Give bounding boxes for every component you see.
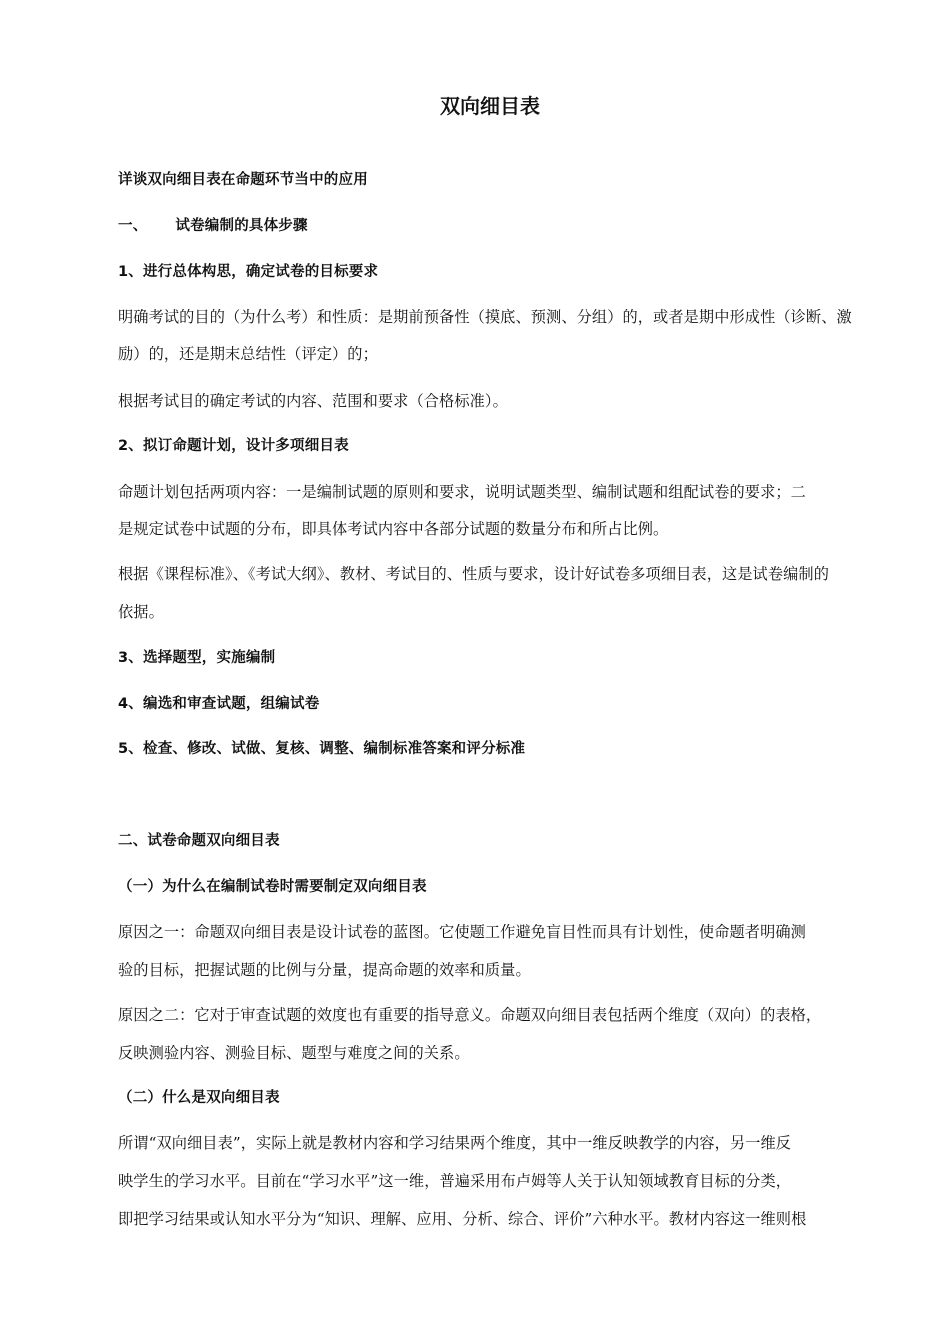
step-1-paragraph-2: 根据考试目的确定考试的内容、范围和要求（合格标准）。 xyxy=(118,392,508,410)
step-5-heading: 5、检查、修改、试做、复核、调整、编制标准答案和评分标准 xyxy=(118,741,526,757)
step-2-paragraph-2-line-1: 根据《课程标准》、《考试大纲》、教材、考试目的、性质与要求，设计好试卷多项细目表，这是试卷编制的 xyxy=(118,565,829,583)
section-1-heading xyxy=(118,216,863,236)
step-1-paragraph-1-line-1: 明确考试的目的（为什么考）和性质：是期前预备性（摸底、预测、分组）的，或者是期中形成性（诊断、激 xyxy=(118,308,852,326)
subsection-2-paragraph-1-line-1: 所谓“双向细目表”，实际上就是教材内容和学习结果两个维度，其中一维反映教学的内容，另一维反 xyxy=(118,1134,792,1152)
subsection-2-paragraph-1-line-3: 即把学习结果或认知水平分为“知识、理解、应用、分析、综合、评价”六种水平。教材内容这一维则根 xyxy=(118,1210,807,1228)
subsection-1-paragraph-1-line-1: 原因之一：命题双向细目表是设计试卷的蓝图。它使题工作避免盲目性而具有计划性，使命题者明确测 xyxy=(118,923,806,941)
subsection-1-paragraph-1-line-2: 验的目标，把握试题的比例与分量，提高命题的效率和质量。 xyxy=(118,961,531,979)
subsection-2-heading: （二）什么是双向细目表 xyxy=(118,1090,280,1106)
subsection-1-paragraph-2-line-2: 反映测验内容、测验目标、题型与难度之间的关系。 xyxy=(118,1044,470,1062)
document-title: 双向细目表 xyxy=(440,94,540,118)
step-2-paragraph-1-line-1: 命题计划包括两项内容：一是编制试题的原则和要求，说明试题类型、编制试题和组配试卷的要求；二 xyxy=(118,483,806,501)
section-1-number: 一、 xyxy=(118,218,148,234)
step-2-paragraph-2-line-2: 依据。 xyxy=(118,603,164,621)
step-2-heading: 2、拟订命题计划，设计多项细目表 xyxy=(118,438,349,454)
step-1-heading: 1、进行总体构思，确定试卷的目标要求 xyxy=(118,264,379,280)
step-1-paragraph-1-line-2: 励）的，还是期末总结性（评定）的； xyxy=(118,345,378,363)
subsection-1-heading: （一）为什么在编制试卷时需要制定双向细目表 xyxy=(118,879,427,895)
section-2-heading: 二、试卷命题双向细目表 xyxy=(118,833,280,849)
subsection-2-paragraph-1-line-2: 映学生的学习水平。目前在“学习水平”这一维，普遍采用布卢姆等人关于认知领域教育目标的分类， xyxy=(118,1172,792,1190)
document-subtitle: 详谈双向细目表在命题环节当中的应用 xyxy=(118,172,368,188)
step-2-paragraph-1-line-2: 是规定试卷中试题的分布，即具体考试内容中各部分试题的数量分布和所占比例。 xyxy=(118,520,669,538)
subsection-1-paragraph-2-line-1: 原因之二：它对于审查试题的效度也有重要的指导意义。命题双向细目表包括两个维度（双向）的表格， xyxy=(118,1006,822,1024)
section-1-heading-text: 试卷编制的具体步骤 xyxy=(175,218,308,234)
step-4-heading: 4、编选和审查试题，组编试卷 xyxy=(118,696,320,712)
step-3-heading: 3、选择题型，实施编制 xyxy=(118,650,276,666)
